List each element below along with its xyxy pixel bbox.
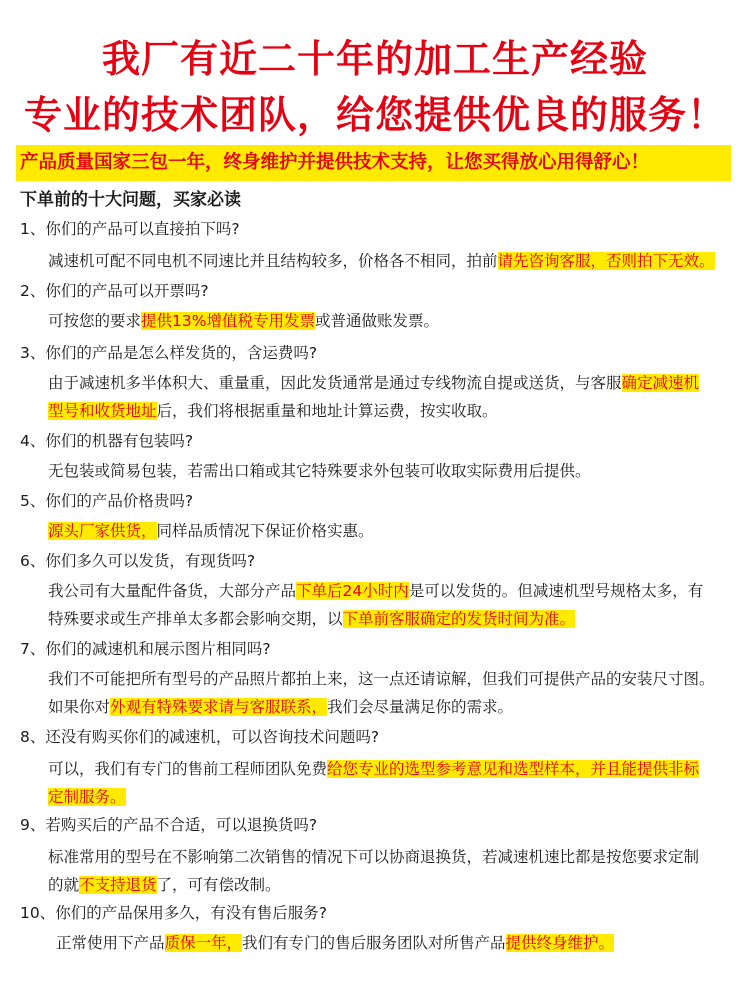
faq-question-3: 3、你们的产品是怎么样发货的，含运费吗?: [20, 344, 318, 362]
faq-answer-7-line-1: [48, 666, 715, 692]
highlight-text: 提供终身维护。: [505, 934, 615, 952]
headline-service: 专业的技术团队，给您提供优良的服务！: [23, 93, 726, 137]
answer-text: 无包装或简易包装，若需出口箱或其它特殊要求外包装可收取实际费用后提供。: [48, 462, 591, 480]
highlight-text: 下单后24小时内: [296, 582, 409, 600]
answer-text: 后，我们将根据重量和地址计算运费，按实收取。: [156, 402, 498, 420]
faq-answer-5-line-1: [48, 518, 374, 544]
answer-text: 同样品质情况下保证价格实惠。: [156, 522, 374, 540]
answer-text: 可按您的要求: [48, 312, 142, 330]
faq-question-2: 2、你们的产品可以开票吗?: [20, 282, 209, 300]
highlight-text: 提供13%增值税专用发票: [141, 312, 315, 330]
answer-text: 减速机可配不同电机不同速比并且结构较多，价格各不相同，拍前: [48, 252, 498, 270]
headline-experience: 我厂有近二十年的加工生产经验: [101, 37, 648, 81]
answer-text: 由于减速机多半体积大、重量重，因此发货通常是通过专线物流自提或送货，与客服: [48, 374, 622, 392]
warranty-banner: 产品质量国家三包一年，终身维护并提供技术支持，让您买得放心用得舒心！: [16, 145, 731, 181]
highlight-text: 给您专业的选型参考意见和选型样本，并且能提供非标: [327, 760, 700, 778]
faq-question-5: 5、你们的产品价格贵吗?: [20, 492, 194, 510]
faq-question-7: 7、你们的减速机和展示图片相同吗?: [20, 640, 271, 658]
highlight-text: 质保一年，: [164, 934, 243, 952]
faq-answer-6-line-2: [48, 606, 575, 632]
highlight-text: 下单前客服确定的发货时间为准。: [342, 610, 576, 628]
faq-question-10: 10、你们的产品保用多久，有没有售后服务?: [20, 904, 327, 922]
faq-answer-10-line-1: [56, 930, 614, 956]
faq-answer-4-line-1: [48, 458, 591, 484]
answer-text: 的就: [48, 876, 80, 894]
highlight-text: 定制服务。: [48, 788, 126, 806]
answer-text: 我们有专门的售后服务团队对所售产品: [242, 934, 506, 952]
faq-answer-8-line-1: [48, 756, 699, 782]
highlight-text: 外观有特殊要求请与客服联系，: [110, 698, 328, 716]
faq-answer-3-line-2: [48, 398, 498, 424]
faq-question-6: 6、你们多久可以发货，有现货吗?: [20, 552, 256, 570]
faq-question-4: 4、你们的机器有包装吗?: [20, 432, 194, 450]
highlight-text: 不支持退货: [79, 876, 157, 894]
answer-text: 是可以发货的。但减速机型号规格太多，有: [408, 582, 704, 600]
faq-answer-2-line-1: [48, 308, 439, 334]
faq-answer-3-line-1: [48, 370, 699, 396]
answer-text: 我们不可能把所有型号的产品照片都拍上来，这一点还请谅解，但我们可提供产品的安装尺寸图。: [48, 670, 715, 688]
answer-text: 了，可有偿改制。: [156, 876, 281, 894]
answer-text: 如果你对: [48, 698, 111, 716]
section-title: 下单前的十大问题，买家必读: [20, 190, 241, 210]
answer-text: 我们会尽量满足你的需求。: [327, 698, 514, 716]
faq-answer-1-line-1: [48, 248, 715, 274]
highlight-text: 源头厂家供货，: [48, 522, 157, 540]
faq-question-1: 1、你们的产品可以直接拍下吗?: [20, 220, 240, 238]
highlight-text: 请先咨询客服，否则拍下无效。: [497, 252, 715, 270]
answer-text: 我公司有大量配件备货，大部分产品: [48, 582, 297, 600]
answer-text: 特殊要求或生产排单太多都会影响交期，以: [48, 610, 343, 628]
answer-text: 正常使用下产品: [56, 934, 165, 952]
faq-answer-7-line-2: [48, 694, 513, 720]
answer-text: 可以，我们有专门的售前工程师团队免费: [48, 760, 328, 778]
faq-answer-6-line-1: [48, 578, 703, 604]
highlight-text: 确定减速机: [621, 374, 700, 392]
faq-question-8: 8、还没有购买你们的减速机，可以咨询技术问题吗?: [20, 728, 380, 746]
faq-answer-9-line-1: [48, 844, 699, 870]
faq-question-9: 9、若购买后的产品不合适，可以退换货吗?: [20, 816, 318, 834]
answer-text: 标准常用的型号在不影响第二次销售的情况下可以协商退换货，若减速机速比都是按您要求定制: [48, 848, 700, 866]
highlight-text: 型号和收货地址: [48, 402, 157, 420]
faq-answer-8-line-2: [48, 784, 126, 810]
faq-answer-9-line-2: [48, 872, 281, 898]
answer-text: 或普通做账发票。: [314, 312, 439, 330]
